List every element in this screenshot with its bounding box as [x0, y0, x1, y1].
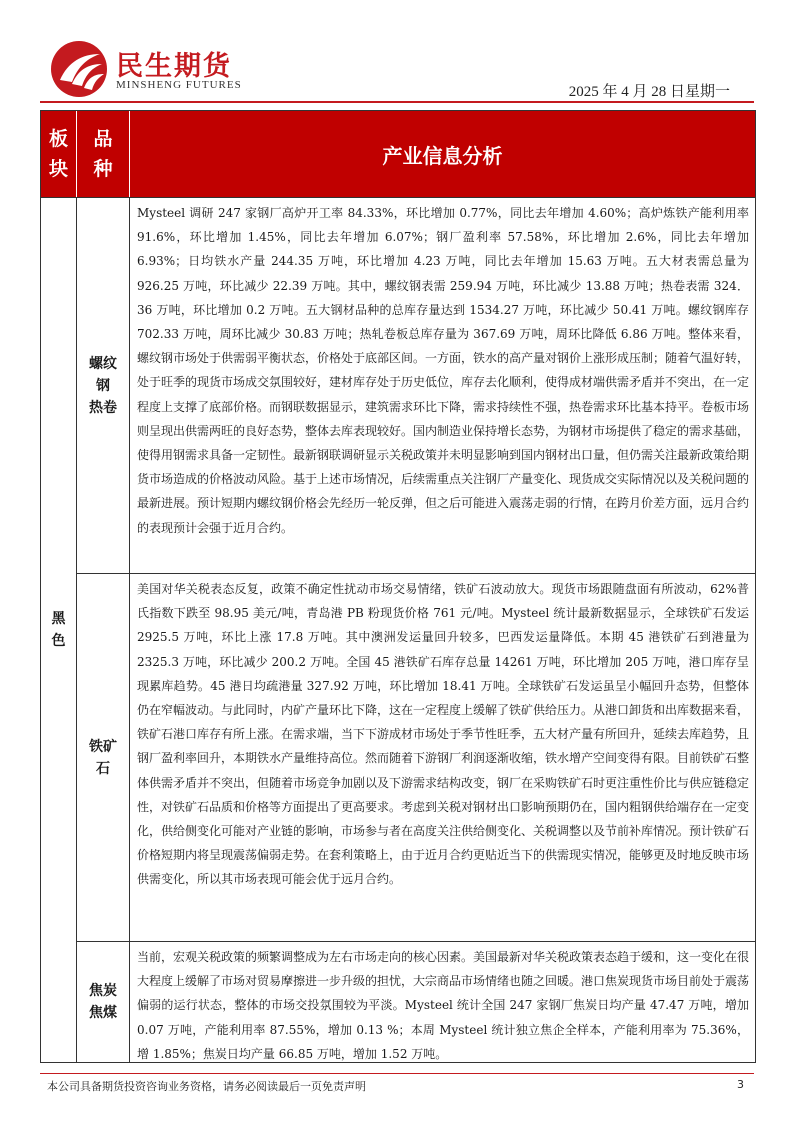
- brand-name-en: MINSHENG FUTURES: [116, 79, 242, 91]
- table-row: [77, 942, 755, 1062]
- sector-row-black: [41, 197, 755, 1062]
- sector-label-char: 色: [51, 633, 66, 649]
- header-divider: [40, 101, 754, 103]
- brand-name-cn: 民生期货: [116, 51, 232, 82]
- report-date: 2025 年 4 月 28 日星期一: [568, 84, 730, 100]
- page-number: 3: [737, 1078, 744, 1091]
- column-header-analysis: 产业信息分析: [382, 143, 503, 168]
- product-name-line: 螺纹: [89, 355, 117, 372]
- column-header-sector-char: 板: [48, 128, 68, 150]
- product-name-rebar-hrc: [77, 198, 130, 573]
- analysis-text-iron-ore: 美国对华关税表态反复，政策不确定性扰动市场交易情绪，铁矿石波动放大。现货市场跟随盘面有所波动，62%普氏指数下跌至 98.95 美元/吨，青岛港 PB 粉现货价格 761 元/吨。Mysteel 统计最新数据显示，全球铁矿石发运 2925.5 万吨，环比上涨 17.8 万吨。其中澳洲发运量回升较多，巴西发运量降低。本期 45 港铁矿石到港量为 2325.3 万吨，环比减少 200.2 万吨。全国 45 港铁矿石库存总量 14261 万吨，环比增加 205 万吨，港口库存呈现累库趋势。45 港日均疏港量 327.92 万吨，环比增加 18.41 万吨。全球铁矿石发运虽呈小幅回升态势，但整体仍在窄幅波动。与此同时，内矿产量环比下降，这在一定程度上缓解了铁矿供给压力。从港口卸货和出库数据来看，铁矿石港口库存有所上涨。在需求端，当下下游成材市场处于季节性旺季，五大材产量有所回升，延续去库趋势，且钢厂盈利率回升，本期铁水产量维持高位。然而随着下游钢厂利润逐渐收缩，铁水增产空间变得有限。目前铁矿石整体供需矛盾并不突出，但随着市场竞争加剧以及下游需求结构改变，钢厂在采购铁矿石时更注重性价比与供应链稳定性，对铁矿石品质和价格等方面提出了更高要求。考虑到关税对钢材出口影响预期仍在，国内粗钢供给端存在一定变化，供给侧变化可能对产业链的影响，市场参与者在高度关注供给侧变化、关税调整以及节前补库情况。预计铁矿石价格短期内将呈现震荡偏弱走势。在套利策略上，由于近月合约更贴近当下的供需现实情况，能够更及时地反映市场供需变化，所以其市场表现可能会优于远月合约。: [137, 582, 750, 887]
- product-name-coke-coal: [77, 942, 130, 1062]
- table-row: [77, 198, 755, 574]
- column-header-product: [77, 111, 130, 197]
- product-name-line: 钢: [96, 377, 110, 394]
- analysis-text-rebar-hrc: Mysteel 调研 247 家钢厂高炉开工率 84.33%，环比增加 0.77%，同比去年增加 4.60%；高炉炼铁产能利用率 91.6%，环比增加 1.45%，同比去年增加 6.07%；钢厂盈利率 57.58%，环比增加 2.6%，同比去年增加 6.93%；日均铁水产量 244.35 万吨，环比增加 4.23 万吨，同比去年增加 15.63 万吨。五大材表需总量为 926.25 万吨，环比减少 22.39 万吨。其中，螺纹钢表需 259.94 万吨，环比减少 13.88 万吨；热卷表需 324．36 万吨，环比增加 0.2 万吨。五大钢材品种的总库存量达到 1534.27 万吨，环比减少 50.41 万吨。螺纹钢库存 702.33 万吨，周环比减少 30.83 万吨；热轧卷板总库存量为 367.69 万吨，周环比降低 6.86 万吨。整体来看，螺纹钢市场处于供需弱平衡状态，价格处于底部区间。一方面，铁水的高产量对钢价上涨形成压制；随着气温好转，处于旺季的现货市场成交氛围较好，建材库存处于历史低位，库存去化顺利，使得成材端供需矛盾并不突出，在一定程度上支撑了底部价格。而钢联数据显示，建筑需求环比下降，需求持续性不强，热卷需求环比基本持平。卷板市场则呈现出供需两旺的良好态势，整体去库表现较好。国内制造业保持增长态势，为钢材市场提供了稳定的需求基础，使得用钢需求具备一定韧性。最新钢联调研显示关税政策并未明显影响到国内钢材出口量，但仍需关注最新政策给期货市场造成的价格波动风险。基于上述市场情况，后续需重点关注钢厂产量变化、现货成交实际情况以及关税问题的最新进展。预计短期内螺纹钢价格会先经历一轮反弹，但之后可能进入震荡走弱的行情，在跨月价差方面，远月合约的表现预计会强于近月合约。: [137, 206, 750, 535]
- analysis-table: [40, 110, 756, 1063]
- footer-disclaimer: 本公司具备期货投资咨询业务资格，请务必阅读最后一页免责声明: [47, 1080, 366, 1093]
- product-name-line: 铁矿: [89, 738, 117, 755]
- analysis-text-coke-coal: 当前，宏观关税政策的频繁调整成为左右市场走向的核心因素。美国最新对华关税政策表态趋于缓和，这一变化在很大程度上缓解了市场对贸易摩擦进一步升级的担忧，大宗商品市场情绪也随之回暖。港口焦炭现货市场目前处于震荡偏弱的运行状态，整体的市场交投氛围较为平淡。Mysteel 统计全国 247 家钢厂焦炭日均产量 47.47 万吨，增加 0.07 万吨，产能利用率 87.55%，增加 0.13 %；本周 Mysteel 统计独立焦企全样本，产能利用率为 75.36%，增 1.85%；焦炭日均产量 66.85 万吨，增加 1.52 万吨。: [137, 950, 750, 1061]
- sector-label: [41, 198, 77, 1062]
- table-row: [77, 574, 755, 942]
- column-header-product-char: 种: [93, 158, 113, 180]
- footer-divider: [40, 1073, 754, 1074]
- minsheng-logo-icon: [50, 40, 108, 98]
- sector-label-char: 黑: [51, 611, 66, 627]
- product-name-line: 焦炭: [89, 983, 117, 999]
- table-header: [41, 111, 755, 197]
- column-header-sector-char: 块: [48, 158, 68, 180]
- product-name-line: 石: [96, 760, 110, 777]
- column-header-sector: [41, 111, 77, 197]
- product-name-iron-ore: [77, 574, 130, 941]
- product-name-line: 焦煤: [89, 1005, 117, 1021]
- column-header-product-char: 品: [93, 128, 113, 150]
- product-name-line: 热卷: [89, 399, 117, 416]
